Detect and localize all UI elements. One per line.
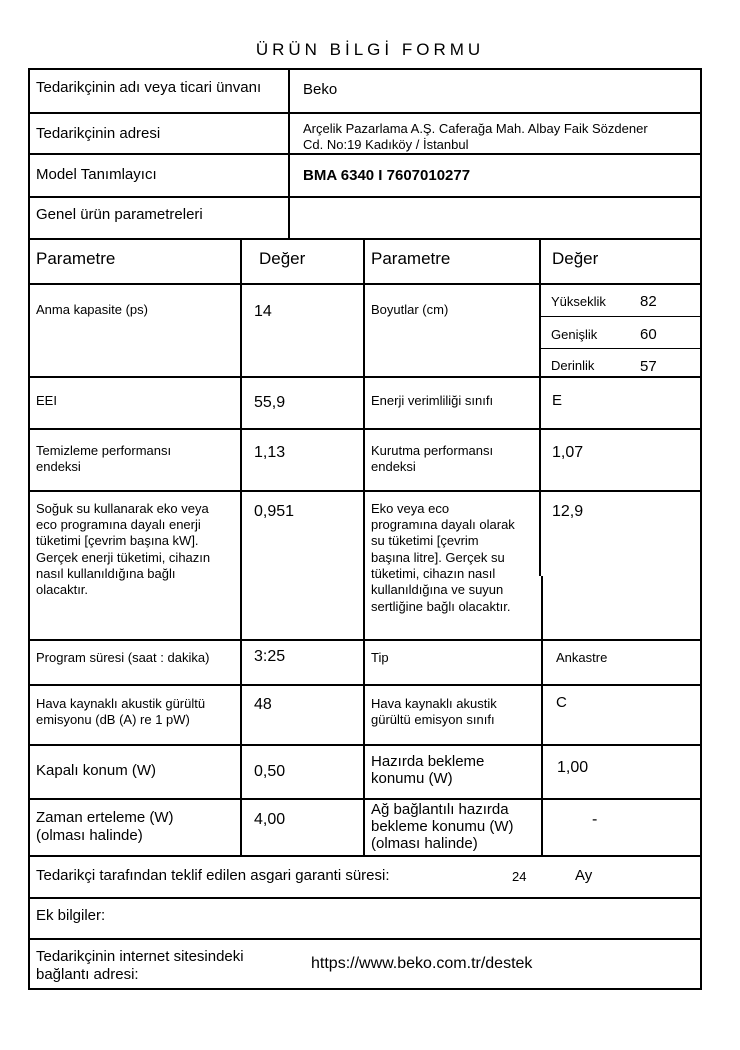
header-value-2: Değer xyxy=(552,249,599,268)
row-divider xyxy=(28,938,702,940)
eei-value: 55,9 xyxy=(254,394,286,411)
off-mode-label: Kapalı konum (W) xyxy=(36,762,157,779)
delay-start-value: 4,00 xyxy=(254,811,286,828)
eei-label: EEI xyxy=(36,393,57,408)
warranty-label: Tedarikçi tarafından teklif edilen asgari garanti süresi: xyxy=(36,867,390,884)
water-cons-value: 12,9 xyxy=(552,503,584,520)
network-standby-value: - xyxy=(592,811,598,828)
supplier-address-line1: Arçelik Pazarlama A.Ş. Caferağa Mah. Albay Faik Sözdener xyxy=(303,121,648,136)
row-divider xyxy=(28,196,702,198)
noise-label-1: Hava kaynaklı akustik gürültü xyxy=(36,696,206,711)
network-standby-label-1: Ağ bağlantılı hazırda xyxy=(371,801,509,818)
row-divider xyxy=(28,238,702,240)
warranty-value: 24 xyxy=(512,869,527,884)
width-value: 60 xyxy=(640,326,657,343)
row-divider xyxy=(28,639,702,641)
energy-cons-line: tüketimi [çevrim başına kW]. xyxy=(36,533,199,548)
height-label: Yükseklik xyxy=(551,294,606,309)
row-divider xyxy=(28,112,702,114)
general-params-label: Genel ürün parametreleri xyxy=(36,206,203,223)
header-param-1: Parametre xyxy=(36,249,116,268)
delay-start-label-2: (olması halinde) xyxy=(36,827,143,844)
program-duration-label: Program süresi (saat : dakika) xyxy=(36,650,210,665)
water-cons-line: su tüketimi [çevrim xyxy=(371,533,479,548)
width-label: Genişlik xyxy=(551,327,598,342)
water-cons-line: Eko veya eco xyxy=(371,501,450,516)
supplier-name-label: Tedarikçinin adı veya ticari ünvanı xyxy=(36,79,262,96)
row-divider xyxy=(28,376,702,378)
header-value-1: Değer xyxy=(259,249,306,268)
energy-cons-value: 0,951 xyxy=(254,503,295,520)
capacity-value: 14 xyxy=(254,303,272,320)
col-divider xyxy=(539,238,541,576)
model-label: Model Tanımlayıcı xyxy=(36,166,157,183)
noise-class-label-1: Hava kaynaklı akustik xyxy=(371,696,497,711)
standby-value: 1,00 xyxy=(557,759,589,776)
sub-row-divider xyxy=(540,348,702,349)
off-mode-value: 0,50 xyxy=(254,763,286,780)
sub-row-divider xyxy=(540,316,702,317)
row-divider xyxy=(28,428,702,430)
noise-class-label-2: gürültü emisyon sınıfı xyxy=(371,712,495,727)
standby-label-2: konumu (W) xyxy=(371,770,453,787)
energy-cons-line: olacaktır. xyxy=(36,582,89,597)
energy-cons-line: nasıl kullanıldığına bağlı xyxy=(36,566,176,581)
cleaning-label-2: endeksi xyxy=(36,459,81,474)
row-divider xyxy=(28,798,702,800)
energy-cons-line: Gerçek enerji tüketimi, cihazın xyxy=(36,550,211,565)
row-divider xyxy=(28,855,702,857)
depth-value: 57 xyxy=(640,358,657,375)
dimensions-label: Boyutlar (cm) xyxy=(371,302,449,317)
noise-class-value: C xyxy=(556,694,567,711)
energy-class-label: Enerji verimliliği sınıfı xyxy=(371,393,494,408)
capacity-label: Anma kapasite (ps) xyxy=(36,302,148,317)
noise-value: 48 xyxy=(254,696,272,713)
program-duration-value: 3:25 xyxy=(254,648,286,665)
col-divider xyxy=(240,238,242,857)
supplier-address-line2: Cd. No:19 Kadıköy / İstanbul xyxy=(303,137,469,152)
water-cons-line: sertliğine bağlı olacaktır. xyxy=(371,599,511,614)
standby-label-1: Hazırda bekleme xyxy=(371,753,485,770)
row-divider xyxy=(28,744,702,746)
row-divider xyxy=(28,684,702,686)
network-standby-label-3: (olması halinde) xyxy=(371,835,478,852)
cleaning-value: 1,13 xyxy=(254,444,286,461)
water-cons-line: programına dayalı olarak xyxy=(371,517,515,532)
type-label: Tip xyxy=(371,650,389,665)
drying-label-1: Kurutma performansı xyxy=(371,443,494,458)
website-link[interactable]: https://www.beko.com.tr/destek xyxy=(311,955,533,972)
energy-cons-line: Soğuk su kullanarak eko veya xyxy=(36,501,209,516)
col-divider xyxy=(541,576,543,857)
form-title: ÜRÜN BİLGİ FORMU xyxy=(255,40,485,59)
header-param-2: Parametre xyxy=(371,249,451,268)
water-cons-line: başına litre]. Gerçek su xyxy=(371,550,505,565)
height-value: 82 xyxy=(640,293,657,310)
col-divider xyxy=(363,238,365,857)
energy-class-value: E xyxy=(552,392,563,409)
network-standby-label-2: bekleme konumu (W) xyxy=(371,818,514,835)
cleaning-label-1: Temizleme performansı xyxy=(36,443,172,458)
noise-label-2: emisyonu (dB (A) re 1 pW) xyxy=(36,712,190,727)
delay-start-label-1: Zaman erteleme (W) xyxy=(36,809,174,826)
row-divider xyxy=(28,490,702,492)
warranty-unit: Ay xyxy=(575,867,593,884)
extra-info-label: Ek bilgiler: xyxy=(36,907,106,924)
energy-cons-line: eco programına dayalı enerji xyxy=(36,517,201,532)
drying-value: 1,07 xyxy=(552,444,584,461)
drying-label-2: endeksi xyxy=(371,459,416,474)
water-cons-line: tüketimi, cihazın nasıl xyxy=(371,566,496,581)
row-divider xyxy=(28,897,702,899)
model-value: BMA 6340 I 7607010277 xyxy=(303,167,471,184)
supplier-name-value: Beko xyxy=(303,81,338,98)
col-divider xyxy=(288,68,290,240)
type-value: Ankastre xyxy=(556,650,608,665)
website-label-1: Tedarikçinin internet sitesindeki xyxy=(36,948,244,965)
website-label-2: bağlantı adresi: xyxy=(36,966,139,983)
water-cons-line: kullanıldığına ve suyun xyxy=(371,582,504,597)
depth-label: Derinlik xyxy=(551,358,595,373)
supplier-address-label: Tedarikçinin adresi xyxy=(36,125,161,142)
row-divider xyxy=(28,153,702,155)
row-divider xyxy=(28,283,702,285)
